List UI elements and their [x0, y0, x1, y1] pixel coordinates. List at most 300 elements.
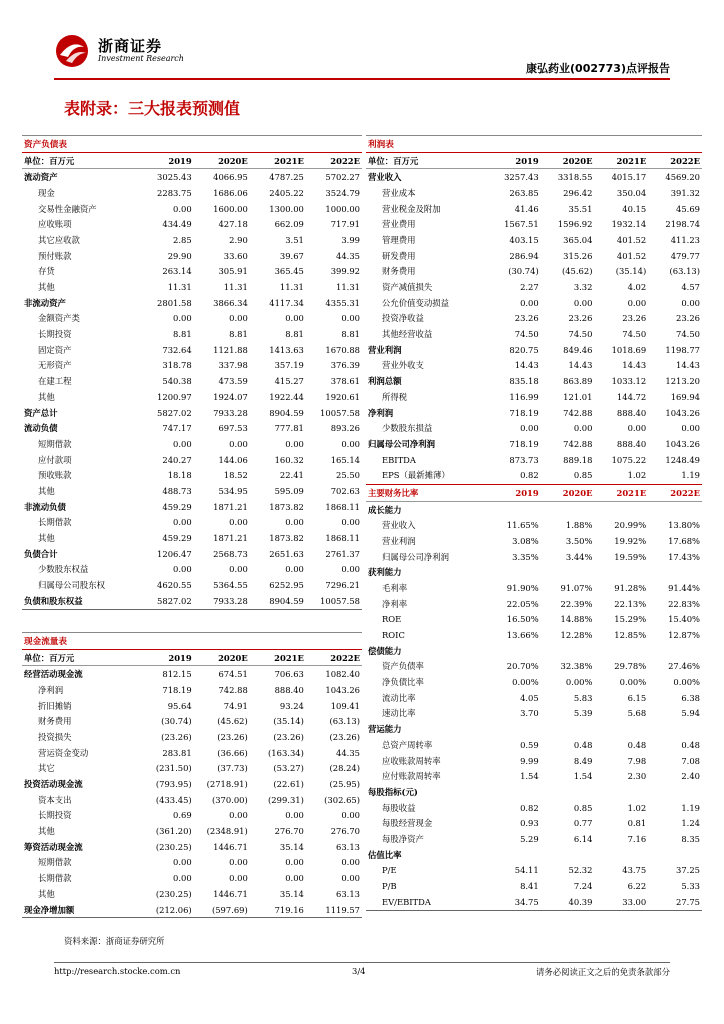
- cell-value: 1043.26: [325, 684, 360, 695]
- row-label: 短期借款: [38, 857, 72, 868]
- company-logo: [54, 33, 254, 73]
- column-header: 2019: [138, 649, 194, 666]
- table-row: [22, 761, 362, 777]
- cell-value: 7933.28: [213, 407, 248, 418]
- cell-value: 315.26: [563, 250, 593, 261]
- table-row: [22, 185, 362, 201]
- cell-value: (23.26): [329, 731, 360, 742]
- cell-value: 0.69: [173, 810, 192, 821]
- cell-value: 74.91: [223, 700, 248, 711]
- cell-value: 19.59%: [614, 551, 647, 562]
- row-label: 营业收入: [382, 520, 416, 531]
- cell-value: 12.87%: [668, 630, 700, 641]
- row-label: 营业费用: [382, 219, 416, 230]
- cell-value: 35.14: [279, 888, 304, 899]
- table-row: [22, 546, 362, 562]
- cell-value: (37.73): [217, 763, 248, 774]
- cell-value: 0.00: [285, 810, 304, 821]
- table-row: [366, 549, 702, 565]
- cell-value: 4.57: [681, 282, 700, 293]
- row-label: 无形资产: [38, 360, 72, 371]
- table-title-row: [366, 136, 702, 153]
- cell-value: 17.68%: [668, 535, 700, 546]
- cell-value: 8.81: [173, 329, 192, 340]
- table-row: [366, 800, 702, 816]
- cell-value: [594, 564, 648, 580]
- cell-value: (30.74): [161, 716, 192, 727]
- cell-value: (22.61): [273, 779, 304, 790]
- cell-value: 1.19: [681, 470, 700, 481]
- cell-value: 1248.49: [665, 454, 700, 465]
- cell-value: [541, 784, 595, 800]
- row-label: 固定资产: [38, 344, 72, 355]
- cell-value: 40.39: [541, 894, 595, 910]
- cell-value: [487, 847, 541, 863]
- row-label: 流动比率: [382, 692, 416, 703]
- row-label: 所得税: [382, 391, 408, 402]
- cell-value: 11.31: [223, 282, 248, 293]
- cell-value: 14.43: [622, 360, 647, 371]
- table-row: [366, 768, 702, 784]
- row-label: 每股指标(元): [368, 786, 418, 797]
- cell-value: 401.52: [616, 234, 647, 245]
- cell-value: 0.00%: [512, 677, 539, 688]
- cell-value: 74.50: [676, 329, 700, 340]
- unit-label: 单位：百万元: [366, 152, 487, 169]
- cell-value: 3.50%: [565, 535, 593, 546]
- cell-value: 7.98: [627, 755, 647, 766]
- cell-value: 0.85: [573, 470, 593, 481]
- cell-value: (36.66): [217, 747, 248, 758]
- row-label: 应付款项: [38, 454, 72, 465]
- table-row: [366, 420, 702, 436]
- cell-value: 144.06: [218, 454, 248, 465]
- row-label: P/E: [382, 865, 397, 876]
- cell-value: 12.85%: [614, 630, 647, 641]
- cell-value: 13.66%: [506, 630, 539, 641]
- table-row: [22, 436, 362, 452]
- footer-url: http://research.stocke.com.cn: [54, 966, 181, 976]
- table-row: [366, 894, 702, 910]
- cell-value: 0.48: [627, 739, 647, 750]
- table-row: [22, 666, 362, 682]
- row-label: 资本支出: [38, 794, 72, 805]
- cell-value: 34.75: [487, 894, 541, 910]
- cell-value: 11.31: [167, 282, 192, 293]
- row-label: 非流动资产: [24, 297, 66, 308]
- row-label: 流动资产: [24, 172, 58, 183]
- table-row: [366, 533, 702, 549]
- row-label: 长期借款: [38, 517, 72, 528]
- cell-value: 7.08: [681, 755, 700, 766]
- row-label: 长期借款: [38, 873, 72, 884]
- row-label: 每股收益: [382, 802, 416, 813]
- row-label: 归属母公司净利润: [382, 551, 449, 562]
- row-label: 总资产周转率: [382, 739, 433, 750]
- cell-value: 63.13: [336, 841, 360, 852]
- row-label: 现金净增加额: [22, 902, 138, 918]
- table-title-row: [22, 136, 362, 153]
- cell-value: 4.05: [520, 692, 539, 703]
- cell-value: 403.15: [509, 234, 539, 245]
- cell-value: 0.00%: [565, 677, 593, 688]
- cell-value: 39.67: [279, 250, 304, 261]
- cell-value: 1200.97: [157, 391, 192, 402]
- table-row: [366, 358, 702, 374]
- cell-value: 1.24: [681, 818, 700, 829]
- cell-value: (63.13): [669, 266, 700, 277]
- cell-value: 144.72: [616, 391, 647, 402]
- cell-value: 350.04: [616, 187, 647, 198]
- row-label: 投资损失: [38, 731, 72, 742]
- cell-value: [648, 501, 702, 517]
- unit-label: 单位：百万元: [22, 649, 138, 666]
- cell-value: 240.27: [162, 454, 192, 465]
- table-row: [22, 713, 362, 729]
- column-header: 2021E: [250, 152, 306, 169]
- table-row: [22, 467, 362, 483]
- row-label: 归属母公司净利润: [368, 438, 435, 449]
- column-header: 2020E: [194, 152, 250, 169]
- cell-value: 296.42: [563, 187, 593, 198]
- cell-value: 160.32: [274, 454, 304, 465]
- cell-value: 2.40: [681, 771, 700, 782]
- cell-value: 5364.55: [213, 580, 248, 591]
- cell-value: 1871.21: [213, 501, 248, 512]
- cell-value: 1670.88: [325, 344, 360, 355]
- row-label: 金额资产类: [38, 313, 80, 324]
- cell-value: 479.77: [670, 250, 700, 261]
- row-label: P/B: [382, 881, 397, 892]
- cell-value: 1446.71: [213, 888, 248, 899]
- source-note: 资料来源：浙商证券研究所: [64, 936, 165, 946]
- cell-value: 5.29: [520, 833, 539, 844]
- cell-value: 718.19: [509, 407, 539, 418]
- row-label: 应付账款周转率: [382, 771, 441, 782]
- cell-value: 697.53: [218, 423, 248, 434]
- table-row: [22, 729, 362, 745]
- cell-value: 0.77: [573, 818, 593, 829]
- cell-value: 20.99%: [614, 520, 647, 531]
- row-label: 长期投资: [38, 329, 72, 340]
- cell-value: (793.95): [155, 779, 192, 790]
- cell-value: 1.19: [681, 802, 700, 813]
- table-row: [366, 847, 702, 863]
- row-label: 经营活动现金流: [24, 669, 83, 680]
- cell-value: 41.46: [514, 203, 539, 214]
- cell-value: 1924.07: [213, 391, 248, 402]
- column-header: 2021E: [250, 649, 306, 666]
- cell-value: 889.18: [563, 454, 593, 465]
- row-label: 净利润: [38, 684, 64, 695]
- cell-value: 3318.55: [557, 172, 593, 183]
- cell-value: 888.40: [616, 407, 647, 418]
- row-label: ROE: [382, 614, 402, 625]
- table-row: [366, 201, 702, 217]
- cell-value: 169.94: [670, 391, 700, 402]
- row-label: EBITDA: [382, 454, 416, 465]
- row-label: 成长能力: [368, 504, 402, 515]
- row-label: 非流动负债: [24, 501, 66, 512]
- cell-value: 888.40: [274, 684, 304, 695]
- cell-value: 9.99: [520, 755, 539, 766]
- cell-value: 0.81: [627, 818, 647, 829]
- row-label: 获利能力: [368, 567, 402, 578]
- cell-value: 14.43: [676, 360, 700, 371]
- cell-value: (23.26): [217, 731, 248, 742]
- cell-value: 4355.31: [325, 297, 360, 308]
- cell-value: 0.00: [229, 313, 248, 324]
- cell-value: 27.75: [648, 894, 702, 910]
- row-label: 营业利润: [368, 344, 402, 355]
- column-header: 2021E: [594, 152, 648, 169]
- column-header: 2020E: [541, 152, 595, 169]
- cell-value: 1043.26: [665, 438, 700, 449]
- cell-value: 1600.00: [213, 203, 248, 214]
- row-label: 折旧摊销: [38, 700, 72, 711]
- cell-value: 91.28%: [614, 582, 647, 593]
- cell-value: 17.43%: [668, 551, 700, 562]
- cell-value: 0.00: [173, 438, 192, 449]
- table-row: [22, 232, 362, 248]
- row-label: 其他: [38, 533, 55, 544]
- cell-value: 1567.51: [504, 219, 539, 230]
- cell-value: 1.02: [627, 470, 647, 481]
- cell-value: 0.00: [681, 297, 700, 308]
- cell-value: [541, 501, 595, 517]
- table-row: [22, 515, 362, 531]
- cell-value: 1873.82: [269, 533, 304, 544]
- cell-value: 22.05%: [506, 598, 539, 609]
- cell-value: 4569.20: [665, 172, 700, 183]
- cell-value: 3.32: [573, 282, 593, 293]
- cell-value: 820.75: [509, 344, 539, 355]
- table-row: [22, 902, 362, 918]
- cell-value: 863.89: [563, 376, 593, 387]
- cell-value: (597.69): [194, 902, 250, 918]
- table-title: 主要财务比率: [366, 485, 487, 502]
- cell-value: 25.50: [336, 470, 360, 481]
- logo-text-en: Investment Research: [98, 54, 184, 63]
- cell-value: 5.33: [681, 881, 700, 892]
- cell-value: (230.25): [155, 888, 192, 899]
- cell-value: 23.26: [676, 313, 700, 324]
- cell-value: [648, 847, 702, 863]
- row-label: 长期投资: [38, 810, 72, 821]
- cell-value: 718.19: [162, 684, 192, 695]
- cell-value: (25.95): [329, 779, 360, 790]
- cell-value: 415.27: [274, 376, 304, 387]
- cell-value: [541, 847, 595, 863]
- cell-value: 8.81: [341, 329, 360, 340]
- cell-value: 5702.27: [325, 172, 360, 183]
- cell-value: 1932.14: [611, 219, 647, 230]
- cell-value: 534.95: [218, 485, 248, 496]
- table-row: [22, 562, 362, 578]
- cell-value: 427.18: [218, 219, 248, 230]
- row-label: EPS（最新摊薄）: [382, 470, 450, 481]
- cell-value: 702.63: [330, 485, 360, 496]
- row-label: 管理费用: [382, 234, 416, 245]
- cell-value: 4787.25: [269, 172, 304, 183]
- cell-value: 3.44%: [565, 551, 593, 562]
- cell-value: (45.62): [561, 266, 593, 277]
- cell-value: 1413.63: [269, 344, 304, 355]
- cell-value: 20.70%: [506, 661, 539, 672]
- cell-value: 6252.95: [269, 580, 304, 591]
- cell-value: 434.49: [162, 219, 192, 230]
- cell-value: 22.41: [279, 470, 304, 481]
- cell-value: 2.27: [520, 282, 539, 293]
- table-row: [22, 823, 362, 839]
- cell-value: 5.83: [573, 692, 593, 703]
- cell-value: 365.04: [563, 234, 593, 245]
- column-header: 2022E: [306, 649, 362, 666]
- table-row: [22, 216, 362, 232]
- cell-value: 401.52: [616, 250, 647, 261]
- row-label: 公允价值变动损益: [382, 297, 449, 308]
- cell-value: 3.35%: [512, 551, 539, 562]
- cell-value: 1043.26: [665, 407, 700, 418]
- cell-value: [541, 721, 595, 737]
- cell-value: 888.40: [616, 438, 647, 449]
- cell-value: 23.26: [514, 313, 539, 324]
- cell-value: 14.88%: [560, 614, 593, 625]
- cell-value: 0.82: [520, 470, 539, 481]
- cell-value: 0.00: [520, 423, 539, 434]
- cell-value: [648, 643, 702, 659]
- cell-value: 376.39: [330, 360, 360, 371]
- row-label: 少数股东损益: [382, 423, 433, 434]
- cell-value: 0.82: [520, 802, 539, 813]
- table-row: [22, 745, 362, 761]
- cell-value: (2348.91): [206, 826, 248, 837]
- cell-value: 812.15: [162, 669, 192, 680]
- cell-value: [594, 643, 648, 659]
- cell-value: 14.43: [514, 360, 539, 371]
- cell-value: 0.00: [285, 857, 304, 868]
- cell-value: 7933.28: [194, 593, 250, 609]
- cell-value: 63.13: [336, 888, 360, 899]
- page-heading: 表附录：三大报表预测值: [64, 99, 241, 118]
- table-row: [22, 201, 362, 217]
- table-row: [22, 530, 362, 546]
- row-label: 现金: [38, 187, 55, 198]
- cell-value: 719.16: [250, 902, 306, 918]
- cell-value: 2.30: [627, 771, 647, 782]
- cell-value: 0.00: [229, 857, 248, 868]
- cell-value: 13.80%: [668, 520, 700, 531]
- cell-value: 718.19: [509, 438, 539, 449]
- cell-value: (2718.91): [206, 779, 248, 790]
- column-header: 2019: [487, 485, 541, 502]
- cell-value: 459.29: [162, 533, 192, 544]
- cell-value: 4620.55: [157, 580, 192, 591]
- cell-value: 40.15: [622, 203, 647, 214]
- cell-value: 0.48: [681, 739, 700, 750]
- cell-value: (231.50): [155, 763, 192, 774]
- column-header: 2022E: [648, 152, 702, 169]
- cell-value: 5.39: [573, 708, 593, 719]
- row-label: ROIC: [382, 630, 405, 641]
- cell-value: 0.00: [341, 438, 360, 449]
- cell-value: 0.59: [520, 739, 539, 750]
- cell-value: (23.26): [161, 731, 192, 742]
- table-row: [366, 311, 702, 327]
- cell-value: 391.32: [670, 187, 700, 198]
- table-row: [366, 878, 702, 894]
- cell-value: 399.92: [330, 266, 360, 277]
- row-label: 其他: [38, 485, 55, 496]
- cell-value: 0.00: [285, 873, 304, 884]
- cell-value: 263.14: [162, 266, 192, 277]
- row-label: 少数股东权益: [38, 564, 89, 575]
- row-label: 负债和股东权益: [22, 593, 138, 609]
- row-label: 存货: [38, 266, 55, 277]
- cell-value: 37.25: [676, 865, 700, 876]
- cell-value: 8.49: [573, 755, 593, 766]
- cell-value: 473.59: [218, 376, 248, 387]
- cell-value: 0.00: [229, 810, 248, 821]
- table-header-row: [366, 152, 702, 169]
- table-row: [366, 326, 702, 342]
- column-header: 2022E: [648, 485, 702, 502]
- cell-value: 0.00: [229, 438, 248, 449]
- cell-value: 12.28%: [560, 630, 593, 641]
- cell-value: [541, 643, 595, 659]
- cell-value: 7.24: [573, 881, 593, 892]
- table-row: [366, 737, 702, 753]
- table-title: 利润表: [366, 136, 702, 153]
- row-label: 负债合计: [24, 548, 58, 559]
- cell-value: 835.18: [509, 376, 539, 387]
- cell-value: 109.41: [330, 700, 360, 711]
- table-header-row: [22, 152, 362, 169]
- row-label: 预付账款: [38, 250, 72, 261]
- table-row: [366, 674, 702, 690]
- cell-value: (63.13): [329, 716, 360, 727]
- row-label: 交易性金融资产: [38, 203, 97, 214]
- table-row: [22, 808, 362, 824]
- row-label: 筹资活动现金流: [24, 841, 83, 852]
- cell-value: 11.65%: [506, 520, 539, 531]
- cell-value: 1922.44: [269, 391, 304, 402]
- cell-value: 2801.58: [157, 297, 192, 308]
- cell-value: 0.00: [285, 313, 304, 324]
- cell-value: 1868.11: [325, 533, 360, 544]
- cell-value: 1596.92: [557, 219, 593, 230]
- row-label: 其他: [38, 282, 55, 293]
- cell-value: 91.44%: [668, 582, 700, 593]
- cell-value: 357.19: [274, 360, 304, 371]
- cell-value: 0.00: [573, 423, 593, 434]
- cell-value: [594, 721, 648, 737]
- row-label: 应收账项: [38, 219, 72, 230]
- cell-value: 742.88: [563, 407, 593, 418]
- column-header: 2019: [138, 152, 194, 169]
- column-header: 2020E: [194, 649, 250, 666]
- cell-value: 121.01: [563, 391, 593, 402]
- cell-value: 8.41: [520, 881, 539, 892]
- row-label: 营运资金变动: [38, 747, 89, 758]
- cell-value: (230.25): [155, 841, 192, 852]
- cell-value: 0.00: [520, 297, 539, 308]
- table-row: [366, 264, 702, 280]
- cell-value: 0.00: [341, 857, 360, 868]
- cell-value: 35.51: [568, 203, 593, 214]
- table-row: [22, 593, 362, 609]
- cell-value: 4066.95: [213, 172, 248, 183]
